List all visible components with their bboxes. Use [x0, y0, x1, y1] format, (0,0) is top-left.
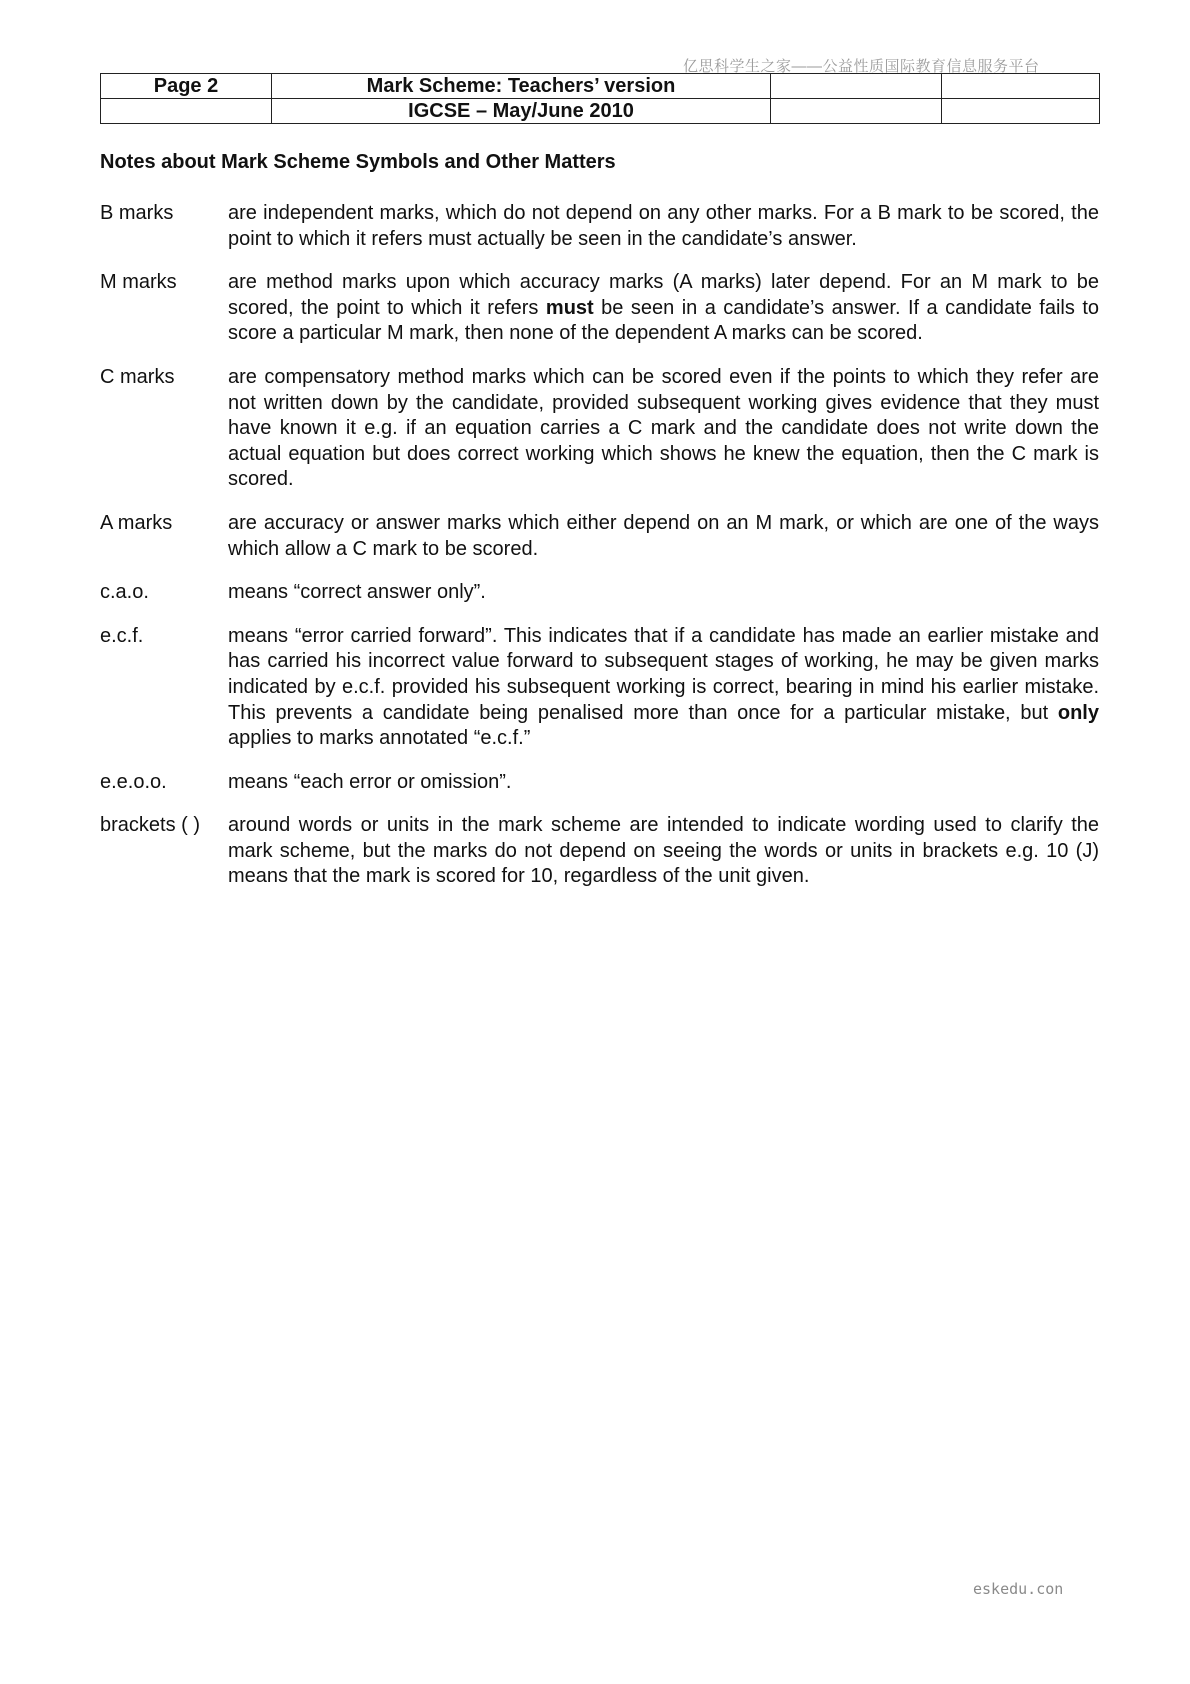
- document-title-cell: Mark Scheme: Teachers’ version: [272, 74, 771, 99]
- note-a-marks: [100, 511, 1099, 562]
- note-description: means “error carried forward”. This indicates that if a candidate has made an earlier mistake and has carried his incorrect value forward to subsequent stages of working, he may be given marks indicated by e.c.f. provided his subsequent working is correct, bearing in mind his earlier mistake. This prevents a candidate being penalised more than once for a particular mistake, but only applies to marks annotated “e.c.f.”: [228, 624, 1099, 750]
- note-term: brackets ( ): [100, 814, 201, 837]
- note-term: C marks: [100, 365, 175, 388]
- header-row-1: [101, 74, 1100, 99]
- note-brackets: [100, 813, 1099, 890]
- empty-cell: [942, 99, 1100, 124]
- emphasis-only: only: [1057, 701, 1099, 724]
- note-term: c.a.o.: [100, 581, 149, 604]
- empty-cell: [771, 74, 942, 99]
- note-term: M marks: [100, 271, 177, 294]
- notes-list: [100, 201, 1099, 908]
- empty-cell: [942, 74, 1100, 99]
- watermark-bottom: eskedu.con: [973, 1580, 1064, 1598]
- note-description: are independent marks, which do not depend on any other marks. For a B mark to be scored, the point to which it refers must actually be seen in the candidate’s answer.: [228, 202, 1099, 250]
- header-row-2: [101, 99, 1100, 124]
- note-cao: [100, 580, 1099, 606]
- watermark-top: 亿思科学生之家——公益性质国际教育信息服务平台: [683, 58, 1040, 75]
- note-description: means “each error or omission”.: [228, 770, 512, 793]
- note-description: are accuracy or answer marks which either depend on an M mark, or which are one of the ways which allow a C mark to be scored.: [228, 511, 1099, 560]
- note-description: around words or units in the mark scheme are intended to indicate wording used to clarify the mark scheme, but the marks do not depend on seeing the words or units in brackets e.g. 10 (J) means that the mark is scored for 10, regardless of the unit given.: [228, 814, 1099, 888]
- note-description: are method marks upon which accuracy marks (A marks) later depend. For an M mark to be scored, the point to which it refers must be seen in a candidate’s answer. If a candidate fails to score a particular M mark, then none of the dependent A marks can be scored.: [228, 271, 1099, 345]
- section-title: Notes about Mark Scheme Symbols and Other Matters: [100, 151, 616, 173]
- page-number-cell: Page 2: [101, 74, 272, 99]
- empty-cell: [771, 99, 942, 124]
- empty-cell: [101, 99, 272, 124]
- note-term: B marks: [100, 202, 174, 224]
- note-description: means “correct answer only”.: [228, 581, 486, 604]
- note-term: e.e.o.o.: [100, 770, 167, 793]
- note-b-marks: [100, 201, 1099, 252]
- note-m-marks: [100, 270, 1099, 347]
- note-ecf: [100, 624, 1099, 752]
- note-description: are compensatory method marks which can be scored even if the points to which they refer are not written down by the candidate, provided subsequent working gives evidence that they must have known it e.g. if an equation carries a C mark and the candidate does not write down the actual equation but does correct working which shows he knew the equation, then the C mark is scored.: [228, 365, 1099, 491]
- note-term: e.c.f.: [100, 624, 144, 647]
- header-table: [100, 73, 1100, 124]
- emphasis-must: must: [545, 296, 594, 319]
- note-c-marks: [100, 365, 1099, 493]
- note-eeoo: [100, 770, 1099, 796]
- note-term: A marks: [100, 511, 173, 534]
- exam-session-cell: IGCSE – May/June 2010: [272, 99, 771, 124]
